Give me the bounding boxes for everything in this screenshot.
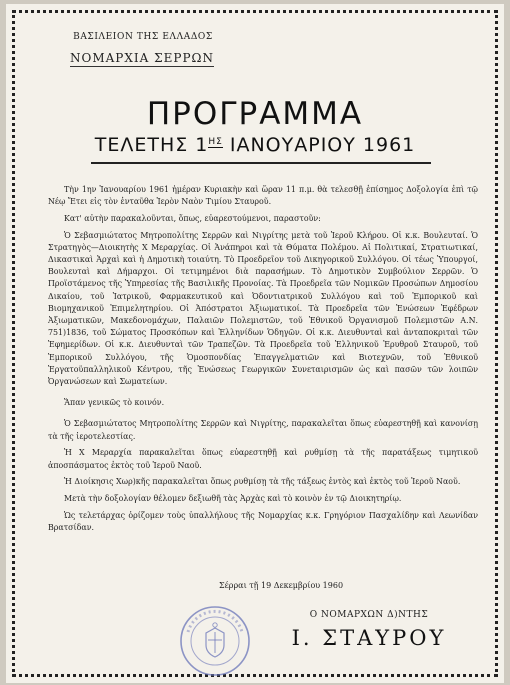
paragraph-announcement: Τὴν 1ην Ἰανουαρίου 1961 ἡμέραν Κυριακὴν καὶ ὥραν 11 π.μ. θὰ τελεσθῇ ἐπίσημος Δοξολογία ἐπὶ τῷ Νέῳ Ἔτει εἰς τὸν ἐνταῦθα Ἱερὸν Ναὸν Τιμίου Σταυροῦ.	[48, 185, 478, 207]
document-subtitle	[6, 134, 504, 156]
paragraph-gendarmerie: Ἡ Διοίκησις Χωρ)κῆς παρακαλεῖται ὅπως ρυθμίσῃ τὰ τῆς τάξεως ἐντὸς καὶ ἐκτὸς τοῦ Ἱεροῦ Ναοῦ.	[64, 477, 461, 487]
title-underline	[91, 162, 431, 164]
paragraph-metropolitan: Ὁ Σεβασμιώτατος Μητροπολίτης Σερρῶν καὶ Νιγρίτης, παρακαλεῖται ὅπως εὐαρεστηθῇ καὶ κανονίσῃ τὰ τῆς ἱεροτελεστίας.	[48, 419, 478, 441]
date-line: Σέρραι τῇ 19 Δεκεμβρίου 1960	[218, 581, 344, 590]
paragraph-reception: Μετὰ τὴν δοξολογίαν θέλομεν δεξιωθῆ τὰς Ἀρχὰς καὶ τὸ κοινὸν ἐν τῷ Διοικητηρίῳ.	[64, 493, 402, 503]
paragraph-invitees: Ὁ Σεβασμιώτατος Μητροπολίτης Σερρῶν καὶ Νιγρίτης μετὰ τοῦ Ἱεροῦ Κλήρου. Οἱ κ.κ. Βουλευταί. Ὁ Στρατηγὸς—Διοικητὴς Χ Μεραρχίας. Οἱ Ἀνάπηροι καὶ τὰ Θύματα Πολέμου. Αἱ Πολιτικαί, Στρατιωτικαί, Δικαστικαὶ Ἀρχαὶ καὶ ἡ Δημοτικὴ τοιαύτη. Τὸ Προεδρεῖον τοῦ Δικηγορικοῦ Συλλόγου. Οἱ τέως Ὑπουργοί, Βουλευταὶ καὶ Δήμαρχοι. Οἱ τετιμημένοι διὰ παρασήμων. Τὸ Δημοτικὸν Συμβούλιον Σερρῶν. Ὁ Προϊστάμενος τῆς Ὑπηρεσίας τῆς Βασιλικῆς Προνοίας. Τὰ Προεδρεῖα τῶν Νομικῶν Προσώπων Δημοσίου Δικαίου, τοῦ Ἰατρικοῦ, Φαρμακευτικοῦ καὶ Ὀδοντιατρικοῦ Συλλόγου καὶ τοῦ Ἐμπορικοῦ καὶ Βιομηχανικοῦ Ἐπιμελητηρίου. Οἱ Ἀπόστρατοι Ἀξιωματικοί. Τὰ Προεδρεῖα τῶν Ἑνώσεων Ἐφέδρων Ἀξιωματικῶν, Μακεδονομάχων, Παλαιῶν Πολεμιστῶν, τοῦ Ἐθνικοῦ Ὀργανισμοῦ Πολεμιστῶν Α.Ν. 751)1836, τοῦ Σώματος Προσκόπων καὶ Ἑλληνίδων Ὁδηγῶν. Οἱ κ.κ. Διευθυνταὶ καὶ ἀνταποκριταὶ τῶν Ἐφημερίδων. Οἱ κ.κ. Διευθυνταὶ τῶν Τραπεζῶν. Τὰ Προεδρεῖα τοῦ Ἑλληνικοῦ Ἐρυθροῦ Σταυροῦ, τοῦ Ἐμπορικοῦ Συλλόγου, τῆς Ὁμοσπονδίας Ἐπαγγελματιῶν καὶ Βιοτεχνῶν, τοῦ Ἐθνικοῦ Ἐργατοϋπαλληλικοῦ Κέντρου, τῆς Ἑνώσεως Γεωργικῶν Συνεταιρισμῶν ὡς καὶ πασῶν τῶν λοιπῶν Ὀργανώσεων καὶ Σωματείων.	[48, 230, 478, 387]
paragraph-public: Ἅπαν γενικῶς τὸ κοινόν.	[64, 398, 165, 408]
signatory-name: Ι. ΣΤΑΥΡΟΥ	[291, 626, 447, 650]
document-sheet	[6, 4, 504, 683]
document-title: ΠΡΟΓΡΑΜΜΑ	[146, 96, 364, 132]
prefecture-header	[42, 51, 242, 65]
paragraph-masters-of-ceremony: Ὡς τελετάρχας ὁρίζομεν τοὺς ὑπαλλήλους τῆς Νομαρχίας κ.κ. Γρηγόριον Πασχαλίδην καὶ Λεωνίδαν Βρατσίδαν.	[48, 510, 478, 532]
document-body	[48, 184, 478, 539]
subtitle-end: ΙΑΝΟΥΑΡΙΟΥ 1961	[222, 134, 416, 156]
signatory-office: Ο ΝΟΜΑΡΧΩΝ Δ)ΝΤΗΣ	[309, 610, 429, 620]
subtitle-ordinal: ΗΣ	[208, 136, 223, 147]
paragraph-invitation: Κατ' αὐτὴν παρακαλοῦνται, ὅπως, εὐαρεστούμενοι, παραστοῦν:	[64, 213, 321, 223]
subtitle-start: ΤΕΛΕΤΗΣ 1	[94, 134, 209, 156]
official-seal-stamp	[178, 604, 252, 678]
kingdom-header: ΒΑΣΙΛΕΙΟΝ ΤΗΣ ΕΛΛΑΔΟΣ	[73, 32, 213, 42]
paragraph-division: Ἡ Χ Μεραρχία παρακαλεῖται ὅπως εὐαρεστηθῇ καὶ ρυθμίσῃ τὰ τῆς παρατάξεως τιμητικοῦ ἀποσπάσματος ἐκτὸς τοῦ Ἱεροῦ Ναοῦ.	[48, 448, 478, 470]
prefecture-label: ΝΟΜΑΡΧΙΑ ΣΕΡΡΩΝ	[70, 51, 214, 65]
